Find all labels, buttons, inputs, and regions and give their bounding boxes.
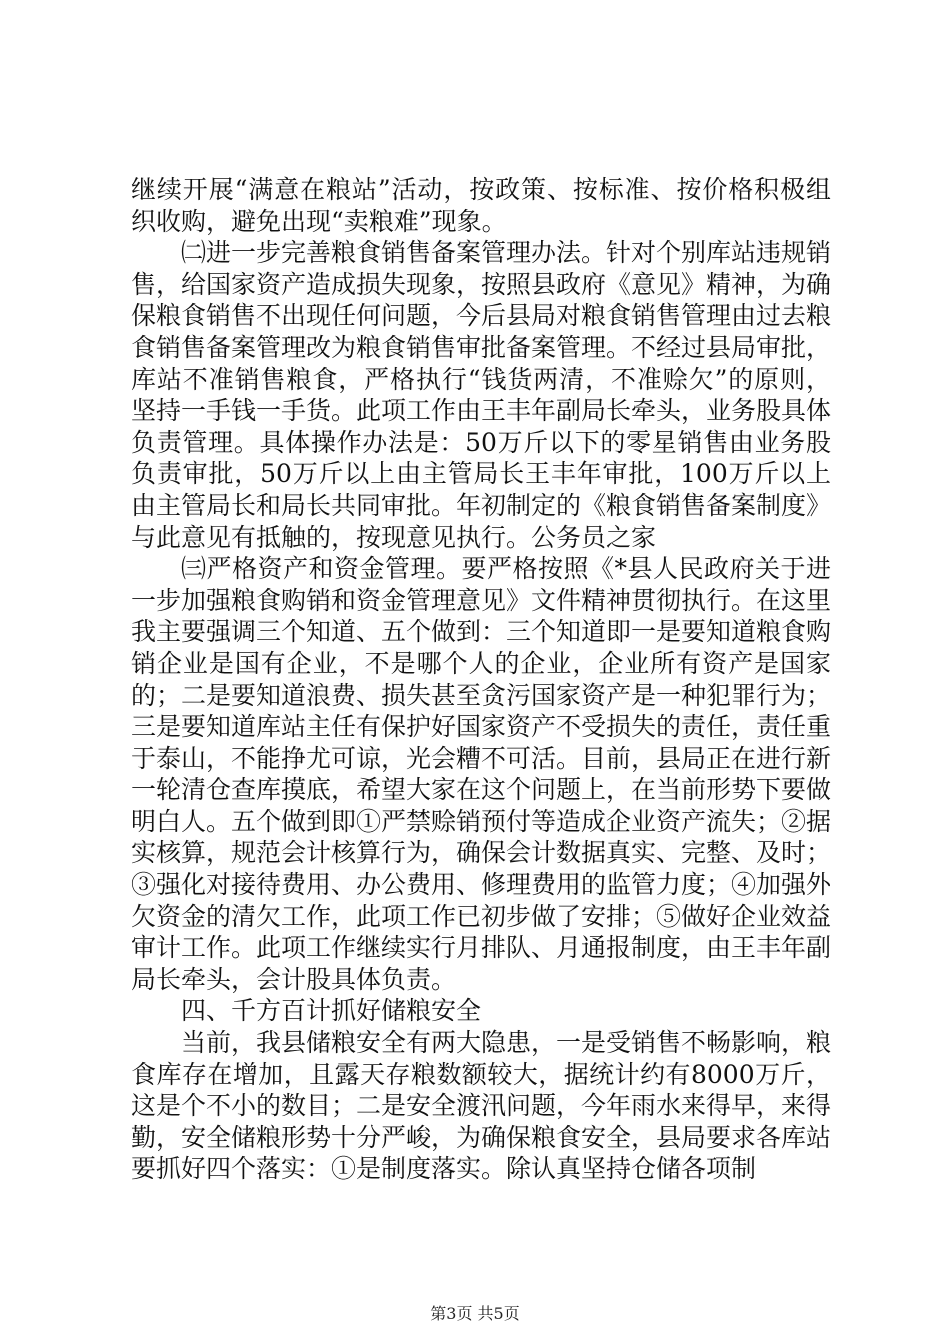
document-body — [131, 174, 831, 1185]
section-heading-grain-safety: 四、千方百计抓好储粮安全 — [181, 996, 482, 1026]
paragraph-sales-approval: ㈡进一步完善粮食销售备案管理办法。针对个别库站违规销售，给国家资产造成损失现象，按照县政府《意见》精神，为确保粮食销售不出现任何问题，今后县局对粮食销售管理由过去粮食销售备案管理改为粮食销售审批备案管理。不经过县局审批，库站不准销售粮食，严格执行“钱货两清，不准赊欠”的原则，坚持一手钱一手货。此项工作由王丰年副局长牵头，业务股具体负责管理。具体操作办法是：50万斤以下的零星销售由业务股负责审批，50万斤以上由主管局长王丰年审批，100万斤以上由主管局长和局长共同审批。年初制定的《粮食销售备案制度》与此意见有抵触的，按现意见执行。公务员之家 — [131, 238, 832, 552]
paragraph-continuation: 继续开展“满意在粮站”活动，按政策、按标准、按价格积极组织收购，避免出现“卖粮难”现象。 — [131, 175, 831, 236]
paragraph-asset-management: ㈢严格资产和资金管理。要严格按照《*县人民政府关于进一步加强粮食购销和资金管理意见》文件精神贯彻执行。在这里我主要强调三个知道、五个做到：三个知道即一是要知道粮食购销企业是国有企业，不是哪个人的企业，企业所有资产是国家的；二是要知道浪费、损失甚至贪污国家资产是一种犯罪行为；三是要知道库站主任有保护好国家资产不受损失的责任，责任重于泰山，不能挣尤可谅，光会糟不可活。目前，县局正在进行新一轮清仓查库摸底，希望大家在这个问题上，在当前形势下要做明白人。五个做到即①严禁赊销预付等造成企业资产流失；②据实核算，规范会计核算行为，确保会计数据真实、完整、及时；③强化对接待费用、办公费用、修理费用的监管力度；④加强外欠资金的清欠工作，此项工作已初步做了安排；⑤做好企业效益审计工作。此项工作继续实行月排队、月通报制度，由王丰年副局长牵头，会计股具体负责。 — [131, 554, 832, 994]
paragraph-grain-safety: 当前，我县储粮安全有两大隐患，一是受销售不畅影响，粮食库存在增加，且露天存粮数额较大，据统计约有8000万斤，这是个不小的数目；二是安全渡汛问题，今年雨水来得早，来得勤，安全储粮形势十分严峻，为确保粮食安全，县局要求各库站要抓好四个落实：①是制度落实。除认真坚持仓储各项制 — [131, 1028, 832, 1184]
page-number-footer: 第3页 共5页 — [430, 1304, 520, 1323]
